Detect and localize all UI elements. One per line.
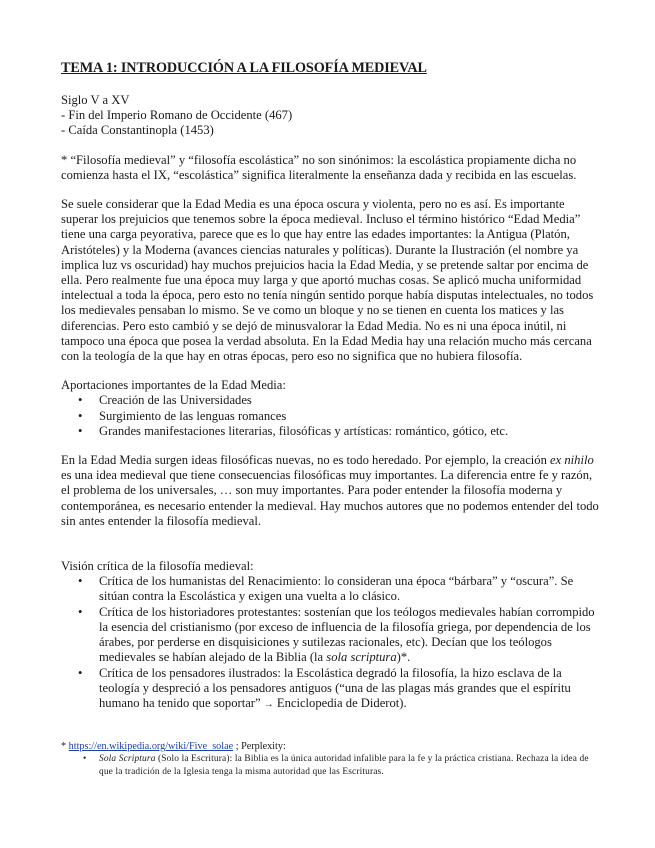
critical-view-heading: Visión crítica de la filosofía medieval: — [61, 559, 254, 574]
footnote-link[interactable]: https://en.wikipedia.org/wiki/Five_solae — [68, 741, 234, 753]
contributions-heading: Aportaciones importantes de la Edad Media: — [61, 378, 286, 393]
list-item — [61, 666, 601, 713]
protestant-text-a: Crítica de los historiadores protestantes: sostenían que los teólogos medievales habían corrompido la esencia del cristianismo (por exceso de influencia de la filosofía griega, por dependencia de los árabes, por perderse en disquisiciones y sutilezas racionales, etc). Decían que los teólogos medievales se habían alejado de la Biblia (la — [99, 604, 595, 665]
critical-view-section — [61, 559, 601, 712]
footnote-definition: (Solo la Escritura): la Biblia es la única autoridad infalible para la fe y la práctica cristiana. Rechaza la idea de que la tradición de la Iglesia tenga la misma autoridad que las Escrituras. — [99, 754, 589, 778]
document-body — [61, 60, 601, 779]
period-block — [61, 93, 601, 139]
list-item: • Creación de las Universidades — [61, 393, 601, 408]
list-item — [61, 753, 601, 779]
note-scholastic: * “Filosofía medieval” y “filosofía escolástica” no son sinónimos: la escolástica propiamente dicha no comienza hasta el IX, “escolástica” significa literalmente la enseñanza dada y recibida en las escuelas. — [61, 152, 577, 182]
arrow-right-icon: → — [263, 698, 274, 710]
list-item: • Grandes manifestaciones literarias, filosóficas y artísticas: romántico, gótico, etc. — [61, 424, 601, 439]
list-item — [61, 605, 601, 666]
contributions-section — [61, 378, 601, 439]
footnote-list — [61, 753, 601, 779]
paragraph-dark-ages: Se suele considerar que la Edad Media es una época oscura y violenta, pero no es así. Es importante superar los prejuicios que tenemos sobre la época medieval. Incluso el término histórico “Edad Media” tiene una carga peyorativa, parece que es lo que hay entre las edades importantes: la Antigua (Platón, Aristóteles) y la Moderna (avances ciencias naturales y políticas). Durante la Ilustración (el nombre ya implica luz vs oscuridad) hay muchos prejuicios hacia la Edad Media, y se pretende saltar por encima de ella. Pero realmente fue una época muy larga y que aportó muchas cosas. Se aplicó mucha uniformidad intelectual a toda la época, pero esto no tenía ningún sentido porque había disputas intelectuales, no todos los medievales pensaban lo mismo. Se ve como un bloque y no se tienen en cuenta los matices y las diferencias. Pero esto cambió y se dejó de minusvalorar la Edad Media. No es ni una época inútil, ni tampoco una época que posea la verdad absoluta. En la Edad Media hay una relación mucho más cercana con la teología de la que hay en otras épocas, pero eso no significa que no hubiera filosofía. — [61, 197, 594, 364]
footnote — [61, 740, 601, 779]
period-start: - Fin del Imperio Romano de Occidente (467) — [61, 108, 293, 123]
enlightenment-text-a: Crítica de los pensadores ilustrados: la Escolástica degradó la filosofía, la hizo esclava de la teología y despreció a los pensadores antiguos (“una de las plagas más grandes que el espíritu humano ha tenido que soportar” — [99, 665, 571, 710]
sola-scriptura-footnote-term: Sola Scriptura — [99, 754, 156, 765]
new-ideas-text-a: En la Edad Media surgen ideas filosóficas nuevas, no es todo heredado. Por ejemplo, la creación — [61, 453, 551, 468]
footnote-marker: * — [61, 741, 69, 753]
contributions-list — [61, 393, 601, 439]
protestant-text-b: )*. — [396, 650, 411, 665]
footnote-line — [61, 740, 601, 753]
sola-scriptura-term: sola scriptura — [326, 650, 397, 665]
ex-nihilo-term: ex nihilo — [550, 453, 594, 468]
period-end: - Caída Constantinopla (1453) — [61, 123, 214, 138]
paragraph-new-ideas — [61, 453, 601, 529]
period-range: Siglo V a XV — [61, 93, 130, 107]
new-ideas-text-b: es una idea medieval que tiene consecuencias filosóficas muy importantes. La diferencia entre fe y razón, el problema de los universales, … son muy importantes. Para poder entender la filosofía moderna y contemporánea, es necesario entender la medieval. Hay muchos autores que no podemos entender del todo sin antes entender la filosofía medieval. — [61, 468, 599, 528]
critical-view-list — [61, 574, 601, 712]
document-title: TEMA 1: INTRODUCCIÓN A LA FILOSOFÍA MEDIEVAL — [61, 60, 427, 76]
enlightenment-text-b: Enciclopedia de Diderot). — [273, 695, 407, 710]
list-item: • Surgimiento de las lenguas romances — [61, 409, 601, 424]
footnote-source: ; Perplexity: — [233, 741, 286, 753]
list-item: • Crítica de los humanistas del Renacimiento: lo consideran una época “bárbara” y “oscura”. Se sitúan contra la Escolástica y exigen una vuelta a lo clásico. — [61, 574, 601, 604]
